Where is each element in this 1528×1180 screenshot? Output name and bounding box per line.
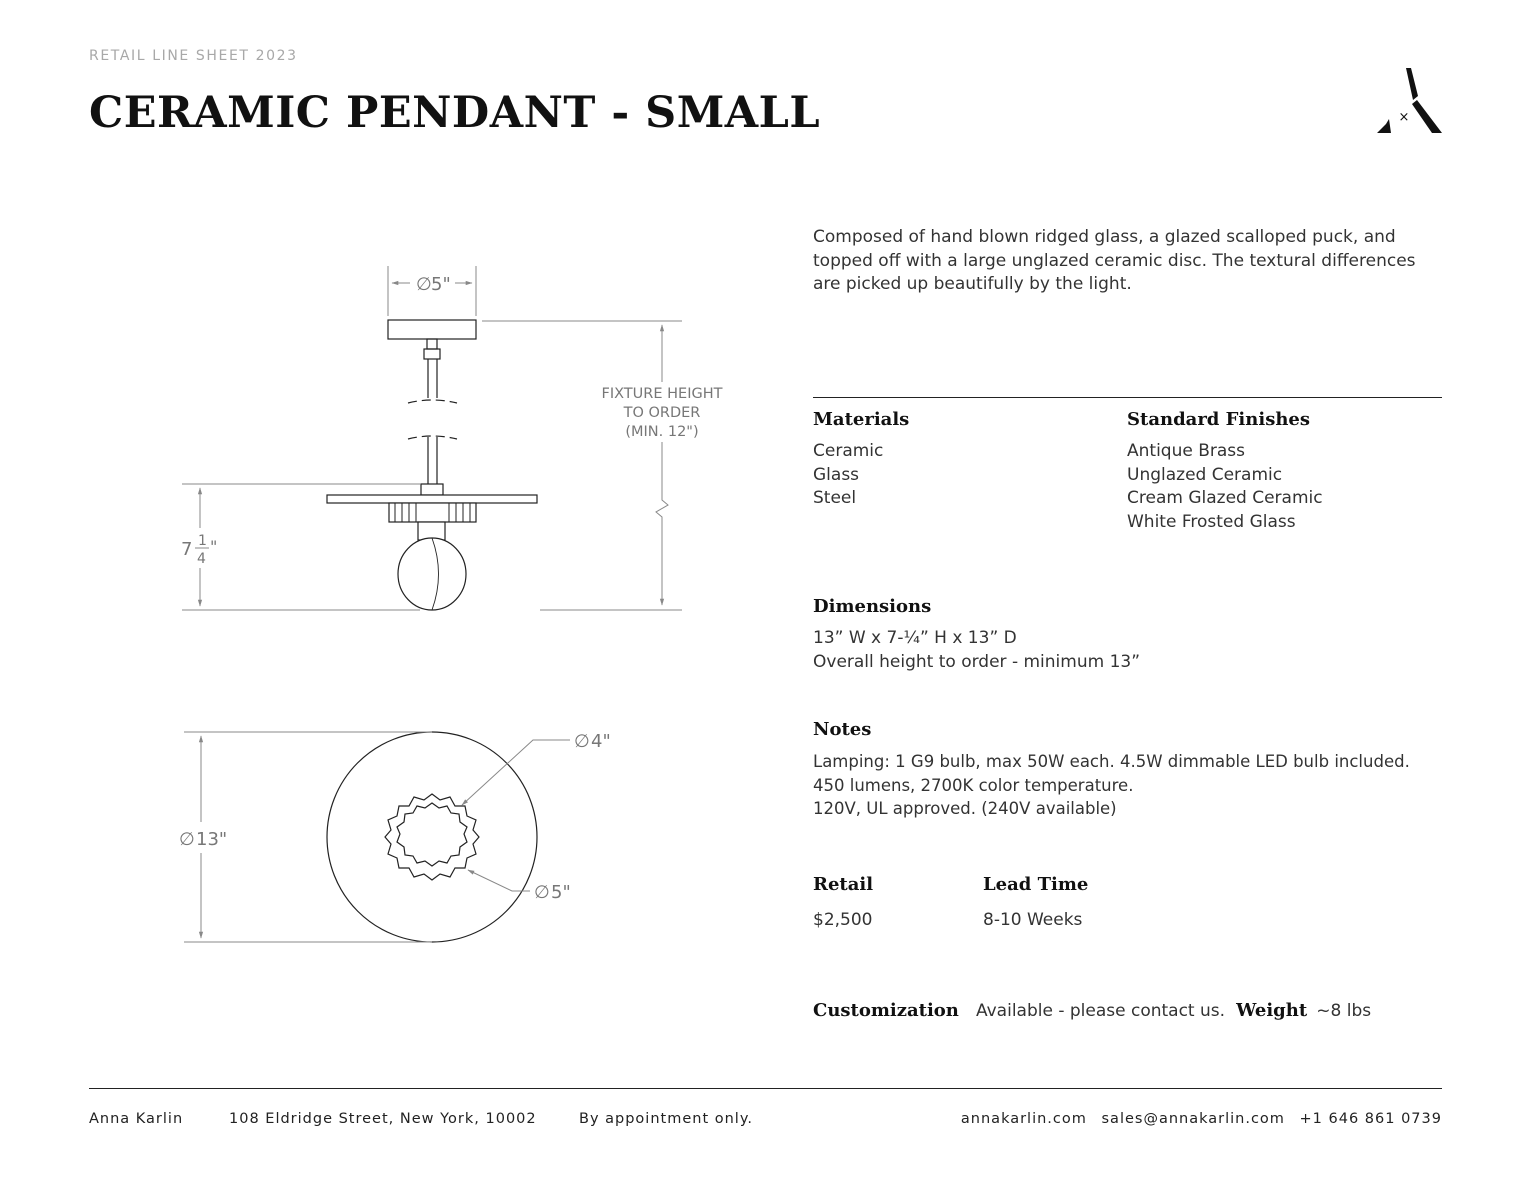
dim-puck-inner-symbol: ∅	[574, 731, 590, 752]
page-title: CERAMIC PENDANT - SMALL	[89, 88, 821, 138]
footer-name: Anna Karlin	[89, 1111, 184, 1127]
rod-break-lower	[408, 436, 457, 439]
retail-price: $2,500	[813, 910, 873, 930]
logo-lower-stroke	[1412, 100, 1442, 133]
fixture-height-line-1: FIXTURE HEIGHT	[601, 386, 723, 402]
notes-line: 120V, UL approved. (240V available)	[813, 799, 1117, 818]
dim-disc-symbol: ∅	[179, 829, 195, 850]
weight-value: ~8 lbs	[1316, 1001, 1372, 1021]
materials-heading: Materials	[813, 409, 910, 430]
notes-line: Lamping: 1 G9 bulb, max 50W each. 4.5W dimmable LED bulb included.	[813, 752, 1410, 771]
side-elevation	[327, 320, 537, 610]
dim-fixture-height	[482, 321, 682, 610]
finishes-list	[1127, 440, 1323, 534]
materials-item: Ceramic	[813, 441, 884, 461]
footer-divider	[89, 1088, 1442, 1089]
dimensions-text	[813, 627, 1140, 674]
lead-time-heading: Lead Time	[983, 874, 1089, 895]
bulb-neck	[418, 522, 445, 540]
ceramic-disc-plan	[327, 732, 537, 942]
product-description: Composed of hand blown ridged glass, a glazed scalloped puck, and topped off with a large unglazed ceramic disc. The textural differences are picked up beautifully by the light.	[813, 227, 1416, 294]
canopy	[388, 320, 476, 339]
brand-logo	[1374, 66, 1444, 136]
retail-heading: Retail	[813, 874, 874, 895]
notes-line: 450 lumens, 2700K color temperature.	[813, 775, 1134, 795]
finishes-item: Unglazed Ceramic	[1127, 464, 1283, 485]
dimensions-line: Overall height to order - minimum 13”	[813, 651, 1141, 672]
rod-break-upper	[408, 400, 457, 403]
dim-height-whole: 7	[181, 539, 193, 560]
logo-left-foot	[1377, 119, 1391, 133]
website-link[interactable]: annakarlin.com	[960, 1111, 1087, 1127]
dim-puck-outer-label: 5"	[551, 882, 571, 903]
glass-globe	[398, 538, 466, 610]
dim-canopy-label: 5"	[431, 274, 451, 295]
rod-collar	[421, 484, 443, 495]
customization-heading: Customization	[813, 1000, 959, 1021]
footer-appointment: By appointment only.	[579, 1111, 753, 1127]
notes-heading: Notes	[813, 719, 872, 740]
eyebrow-label: RETAIL LINE SHEET 2023	[89, 48, 298, 64]
phone-link[interactable]: +1 646 861 0739	[1299, 1111, 1442, 1127]
dim-puck-inner-label: 4"	[591, 731, 611, 752]
dimensions-line: 13” W x 7-¼” H x 13” D	[813, 628, 1017, 648]
dim-height-numerator: 1	[198, 533, 207, 549]
fixture-height-line-2: TO ORDER	[623, 405, 701, 421]
lead-time-value: 8-10 Weeks	[983, 910, 1083, 930]
finishes-item: White Frosted Glass	[1127, 511, 1296, 532]
footer-address: 108 Eldridge Street, New York, 10002	[229, 1111, 537, 1127]
footer-contact	[961, 1111, 1442, 1127]
finishes-item: Antique Brass	[1127, 441, 1246, 461]
customization-value: Available - please contact us.	[975, 1001, 1226, 1021]
email-link[interactable]: sales@annakarlin.com	[1101, 1111, 1285, 1127]
materials-item: Steel	[813, 488, 857, 508]
ceramic-disc-side	[327, 495, 537, 503]
materials-list	[813, 440, 883, 511]
technical-drawing	[150, 255, 770, 975]
materials-item: Glass	[813, 464, 860, 485]
plan-view	[327, 732, 537, 942]
dim-height-denominator: 4	[197, 551, 206, 567]
finishes-item: Cream Glazed Ceramic	[1127, 488, 1323, 508]
dim-height-unit: "	[210, 537, 218, 556]
logo-upper-stroke	[1406, 68, 1418, 100]
dim-puck-outer-symbol: ∅	[534, 882, 550, 903]
rod-top	[427, 339, 437, 349]
dimensions-heading: Dimensions	[813, 596, 932, 617]
logo-mark: ×	[1398, 110, 1410, 125]
spec-divider	[813, 397, 1442, 398]
rod-connector	[424, 349, 440, 359]
finishes-heading: Standard Finishes	[1127, 409, 1310, 430]
dim-disc-label: 13"	[196, 829, 228, 850]
notes-text	[813, 750, 1410, 821]
customization-row	[813, 1000, 1371, 1021]
dim-canopy-symbol: ∅	[416, 274, 432, 295]
weight-heading: Weight	[1236, 1000, 1308, 1021]
fixture-height-line-3: (MIN. 12")	[625, 424, 699, 440]
